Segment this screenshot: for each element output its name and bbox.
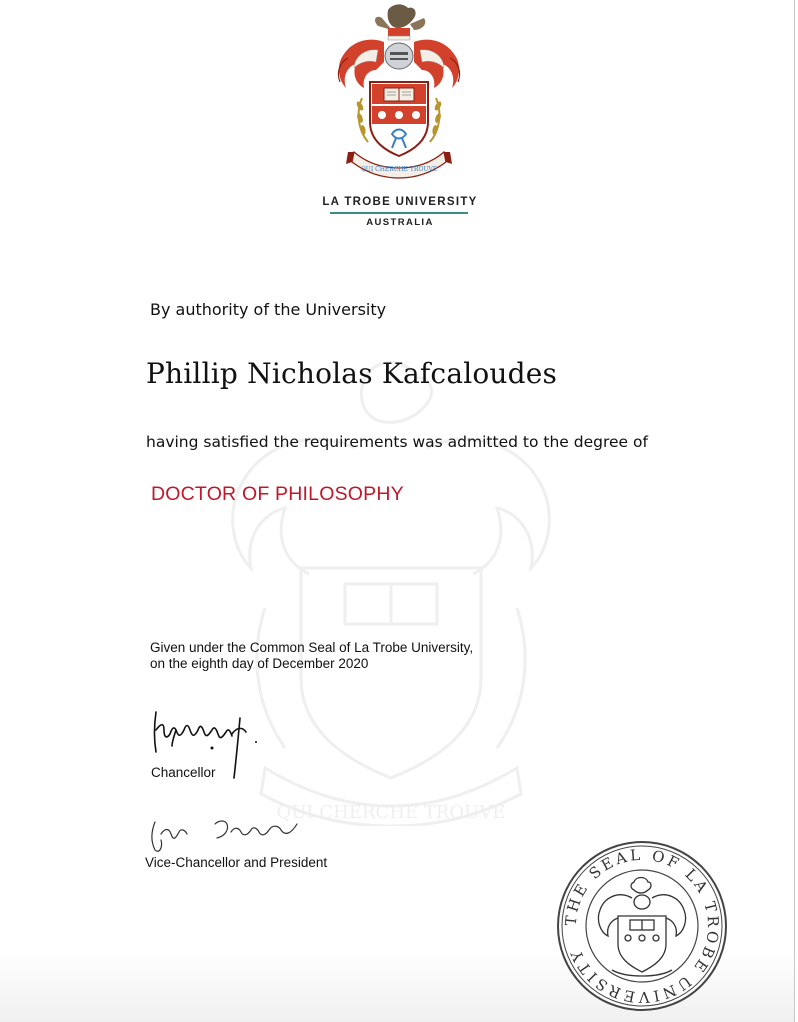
university-crest-logo [318, 2, 480, 190]
name-divider [330, 212, 468, 214]
svg-text:QUI CHERCHE TROUVE: QUI CHERCHE TROUVE [276, 802, 506, 823]
seal-statement [150, 640, 473, 672]
requirements-statement: having satisfied the requirements was admitted to the degree of [146, 433, 648, 451]
university-name: LA TROBE UNIVERSITY [322, 196, 478, 208]
university-country: AUSTRALIA [366, 217, 434, 228]
common-seal-emblem [556, 840, 728, 1012]
vice-chancellor-title: Vice-Chancellor and President [145, 855, 328, 870]
degree-title: DOCTOR OF PHILOSOPHY [151, 483, 404, 505]
seal-statement-line-1: Given under the Common Seal of La Trobe University, [150, 640, 474, 655]
chancellor-title: Chancellor [151, 765, 216, 780]
graduate-name: Phillip Nicholas Kafcaloudes [146, 357, 558, 390]
crest-motto-text: QUI CHERCHE TROUVE [360, 166, 438, 173]
seal-ring-text: THE SEAL OF LA TROBE UNIVERSITY [561, 845, 723, 1007]
seal-statement-line-2: on the eighth day of December 2020 [150, 656, 369, 671]
authority-statement: By authority of the University [150, 300, 387, 319]
vice-chancellor-signature [145, 810, 305, 856]
